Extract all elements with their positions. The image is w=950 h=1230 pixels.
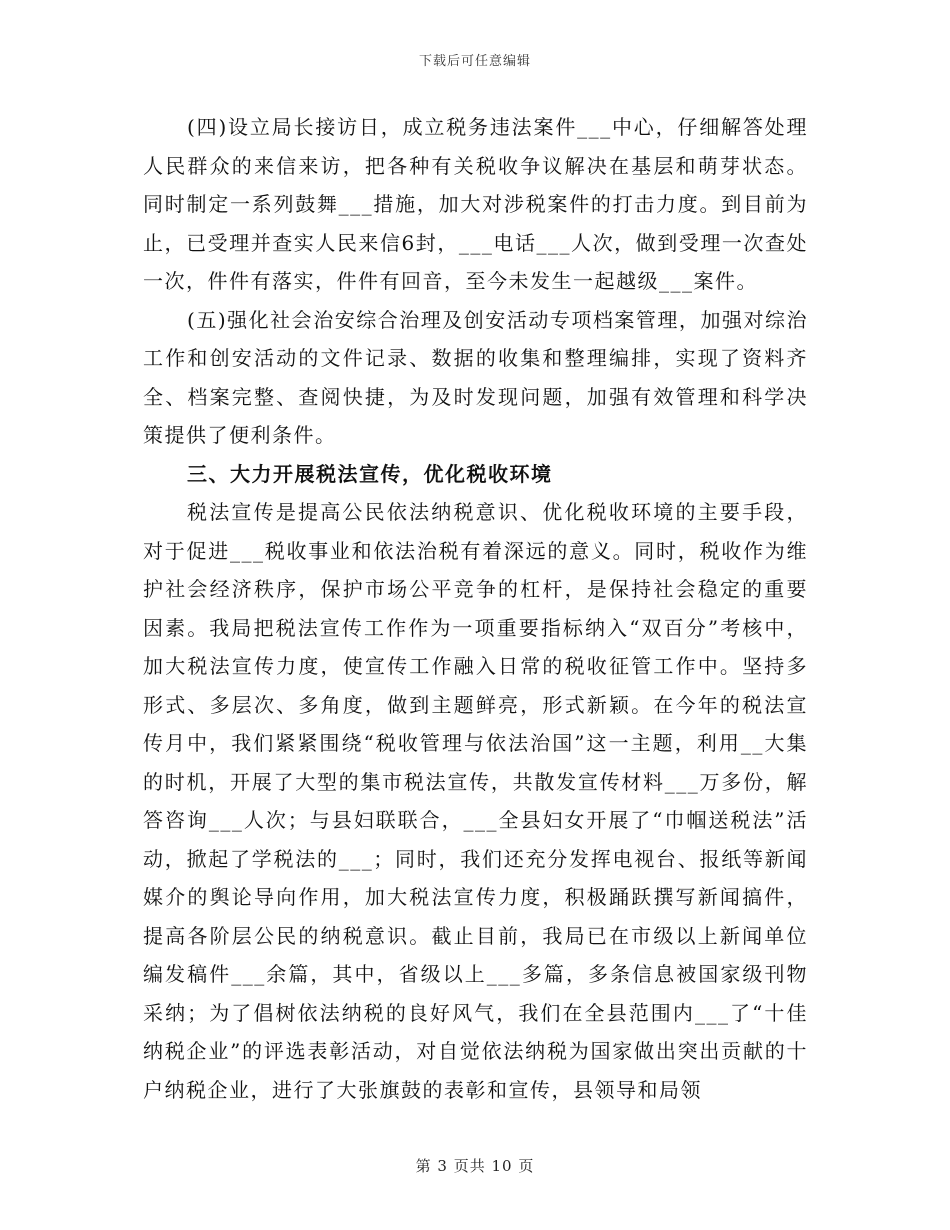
section-heading-3: 三、大力开展税法宣传，优化税收环境 <box>187 461 553 486</box>
page-footer: 第 3 页共 10 页 <box>415 1157 535 1175</box>
paragraph-section-4: (四)设立局长接访日，成立税务违法案件___中心，仔细解答处理人民群众的来信来访，把各种有关税收争议解决在基层和萌芽状态。同时制定一系列鼓舞___措施，加大对涉税案件的打击力度。到目前为止，已受理并查实人民来信6封，___电话___人次，做到受理一次查处一次，件件有落实，件件有回音，至今未发生一起越级___案件。 <box>143 115 808 293</box>
document-body <box>143 108 808 1109</box>
page-header: 下载后可任意编辑 <box>418 54 531 69</box>
paragraph-tax-publicity: 税法宣传是提高公民依法纳税意识、优化税收环境的主要手段，对于促进___税收事业和依法治税有着深远的意义。同时，税收作为维护社会经济秩序，保护市场公平竞争的杠杆，是保持社会稳定的重要因素。我局把税法宣传工作作为一项重要指标纳入“双百分”考核中，加大税法宣传力度，使宣传工作融入日常的税收征管工作中。坚持多形式、多层次、多角度，做到主题鲜亮，形式新颖。在今年的税法宣传月中，我们紧紧围绕“税收管理与依法治国”这一主题，利用__大集的时机，开展了大型的集市税法宣传，共散发宣传材料___万多份，解答咨询___人次；与县妇联联合，___全县妇女开展了“巾帼送税法”活动，掀起了学税法的___；同时，我们还充分发挥电视台、报纸等新闻媒介的舆论导向作用，加大税法宣传力度，积极踊跃撰写新闻搞件，提高各阶层公民的纳税意识。截止目前，我局已在市级以上新闻单位编发稿件___余篇，其中，省级以上___多篇，多条信息被国家级刊物采纳；为了倡树依法纳税的良好风气，我们在全县范围内___了“十佳纳税企业”的评选表彰活动，对自觉依法纳税为国家做出突出贡献的十户纳税企业，进行了大张旗鼓的表彰和宣传，县领导和局领 <box>143 500 808 1102</box>
paragraph-section-5: (五)强化社会治安综合治理及创安活动专项档案管理，加强对综治工作和创安活动的文件记录、数据的收集和整理编排，实现了资料齐全、档案完整、查阅快捷，为及时发现问题，加强有效管理和科学决策提供了便利条件。 <box>143 307 808 447</box>
